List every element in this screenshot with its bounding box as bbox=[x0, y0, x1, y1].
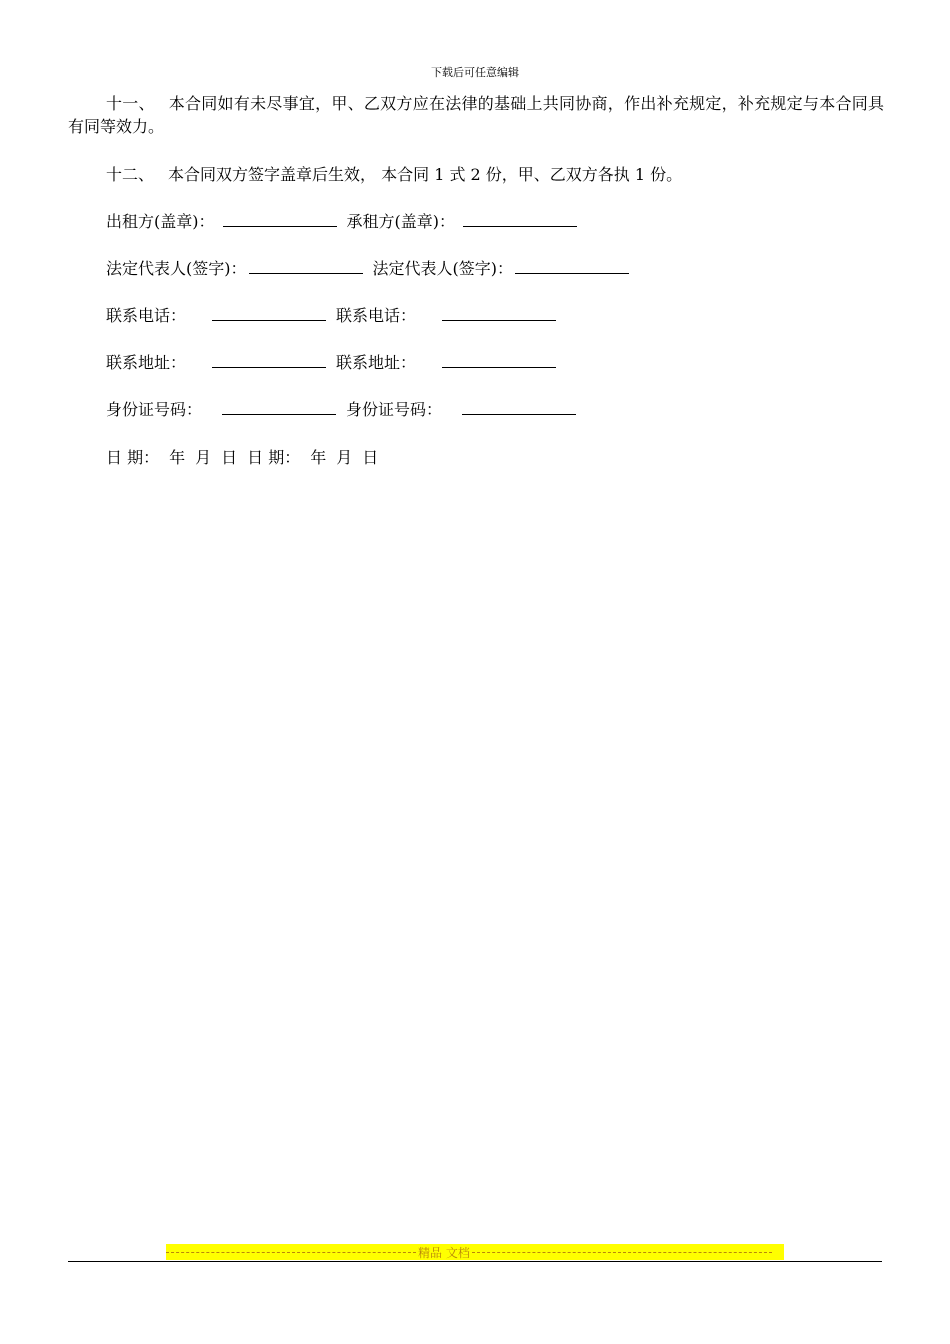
clause-text: 本合同如有未尽事宜，甲、乙双方应在法律的基础上共同协商，作出补充规定，补充规定与本合同具有同等效力。 bbox=[68, 94, 884, 136]
footer-rule bbox=[68, 1261, 882, 1262]
date-label-left: 日 期： bbox=[106, 448, 160, 467]
month-label: 月 bbox=[336, 448, 353, 467]
footer-mark-label: 精品 文档 bbox=[418, 1245, 470, 1260]
day-label: 日 bbox=[221, 448, 238, 467]
phone-left-blank[interactable] bbox=[212, 307, 326, 321]
year-label: 年 bbox=[310, 448, 327, 467]
address-right-label: 联系地址： bbox=[336, 353, 417, 372]
month-label: 月 bbox=[195, 448, 212, 467]
lessee-seal-label: 承租方(盖章)： bbox=[346, 212, 455, 231]
rep-right-label: 法定代表人(签字)： bbox=[372, 259, 513, 278]
address-left-blank[interactable] bbox=[212, 354, 326, 368]
seal-row bbox=[106, 211, 587, 233]
clause-text: 本合同双方签字盖章后生效， 本合同 1 式 2 份，甲、乙双方各执 1 份。 bbox=[168, 165, 683, 184]
phone-right-blank[interactable] bbox=[442, 307, 556, 321]
address-row bbox=[106, 352, 566, 374]
id-right-label: 身份证号码： bbox=[346, 400, 443, 419]
header-note: 下载后可任意编辑 bbox=[431, 66, 519, 79]
clause-number: 十二、 bbox=[106, 165, 155, 184]
footer-dash-left bbox=[166, 1252, 416, 1253]
year-label: 年 bbox=[169, 448, 186, 467]
representative-row bbox=[106, 258, 639, 280]
date-label-right: 日 期： bbox=[247, 448, 301, 467]
rep-right-blank[interactable] bbox=[515, 260, 629, 274]
lessor-seal-blank[interactable] bbox=[223, 213, 337, 227]
clause-number: 十一、 bbox=[106, 94, 155, 113]
lessor-seal-label: 出租方(盖章)： bbox=[106, 212, 215, 231]
id-left-blank[interactable] bbox=[222, 401, 336, 415]
address-right-blank[interactable] bbox=[442, 354, 556, 368]
phone-right-label: 联系电话： bbox=[336, 306, 417, 325]
footer-watermark bbox=[166, 1244, 784, 1260]
clause-12 bbox=[68, 163, 884, 186]
id-row bbox=[106, 399, 586, 421]
clause-11 bbox=[68, 92, 884, 138]
date-row bbox=[106, 447, 388, 469]
rep-left-blank[interactable] bbox=[249, 260, 363, 274]
footer-dash-right bbox=[472, 1252, 772, 1253]
lessee-seal-blank[interactable] bbox=[463, 213, 577, 227]
phone-left-label: 联系电话： bbox=[106, 306, 187, 325]
address-left-label: 联系地址： bbox=[106, 353, 187, 372]
id-right-blank[interactable] bbox=[462, 401, 576, 415]
id-left-label: 身份证号码： bbox=[106, 400, 203, 419]
phone-row bbox=[106, 305, 566, 327]
rep-left-label: 法定代表人(签字)： bbox=[106, 259, 247, 278]
day-label: 日 bbox=[362, 448, 379, 467]
